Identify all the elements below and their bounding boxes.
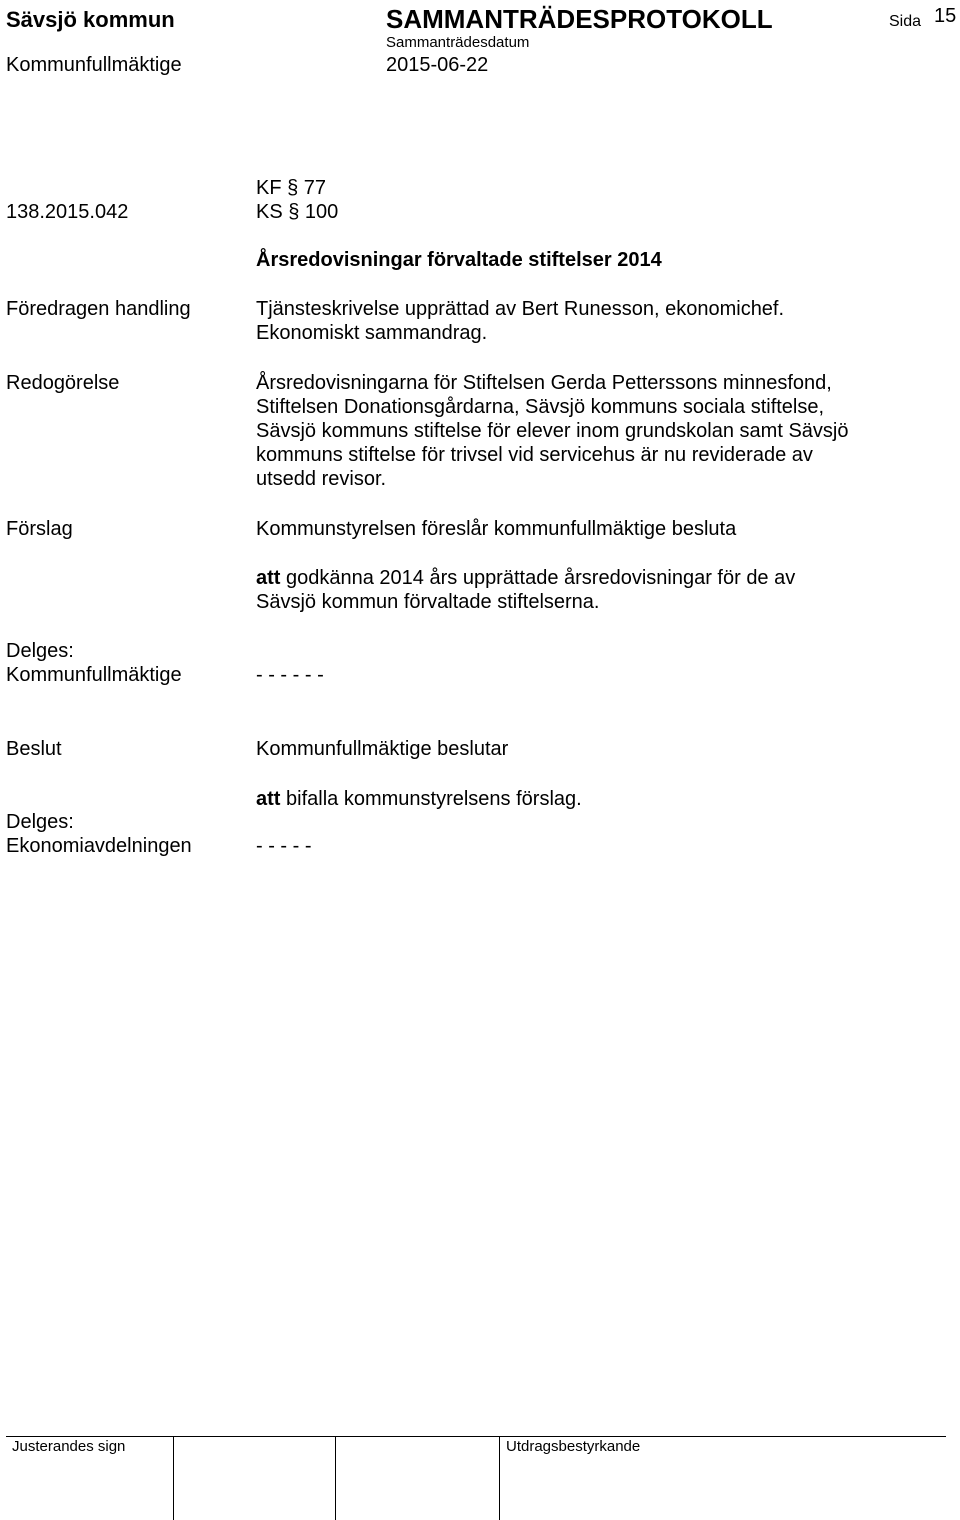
signature-box-divider [173, 1436, 174, 1520]
utdragsbestyrkande-label: Utdragsbestyrkande [506, 1438, 641, 1455]
redogorelse-label: Redogörelse [6, 372, 120, 394]
body-name: Kommunfullmäktige [6, 54, 182, 76]
delges-dashes: - - - - - - [256, 664, 324, 686]
document-title: SAMMANTRÄDESPROTOKOLL [386, 4, 773, 34]
page-number: 15 [934, 5, 957, 27]
redogorelse-line: kommuns stiftelse för trivsel vid servicehus är nu reviderade av [256, 444, 813, 466]
forslag-att-text: godkänna 2014 års upprättade årsredovisningar för de av [280, 567, 796, 589]
redogorelse-line: Årsredovisningarna för Stiftelsen Gerda Petterssons minnesfond, [256, 372, 832, 394]
redogorelse-line: Sävsjö kommuns stiftelse för elever inom grundskolan samt Sävsjö [256, 420, 849, 442]
foredragen-line: Tjänsteskrivelse upprättad av Bert Runesson, ekonomichef. [256, 298, 785, 320]
att-keyword: att [256, 788, 281, 810]
beslut-label: Beslut [6, 738, 62, 760]
delges-label: Delges: [6, 640, 74, 662]
redogorelse-line: Stiftelsen Donationsgårdarna, Sävsjö kommuns sociala stiftelse, [256, 396, 825, 418]
signature-box-divider [499, 1436, 500, 1520]
meeting-date: 2015-06-22 [386, 54, 489, 76]
date-label: Sammanträdesdatum [386, 34, 530, 51]
diary-number: 138.2015.042 [6, 201, 129, 223]
forslag-att-text-cont: Sävsjö kommun förvaltade stiftelserna. [256, 591, 600, 613]
beslut-att-text: bifalla kommunstyrelsens förslag. [280, 788, 582, 810]
att-keyword: att [256, 567, 281, 589]
foredragen-label: Föredragen handling [6, 298, 191, 320]
delges-recipient: Ekonomiavdelningen [6, 835, 192, 857]
forslag-intro: Kommunstyrelsen föreslår kommunfullmäktige besluta [256, 518, 737, 540]
justerandes-sign-label: Justerandes sign [12, 1438, 126, 1455]
footer-rule [6, 1436, 946, 1437]
forslag-att-clause [256, 566, 946, 614]
organization-name: Sävsjö kommun [6, 7, 175, 32]
beslut-att-clause [256, 787, 582, 811]
delges-dashes: - - - - - [256, 835, 312, 857]
foredragen-text [256, 297, 946, 345]
delges-recipient: Kommunfullmäktige [6, 664, 182, 686]
ks-reference: KS § 100 [256, 201, 339, 223]
redogorelse-text [256, 371, 946, 491]
signature-box-divider [335, 1436, 336, 1520]
kf-reference: KF § 77 [256, 177, 327, 199]
redogorelse-line: utsedd revisor. [256, 468, 387, 490]
foredragen-line: Ekonomiskt sammandrag. [256, 322, 488, 344]
page-label: Sida [889, 13, 922, 30]
beslut-intro: Kommunfullmäktige beslutar [256, 738, 509, 760]
delges-label: Delges: [6, 811, 74, 833]
forslag-label: Förslag [6, 518, 73, 540]
case-title: Årsredovisningar förvaltade stiftelser 2014 [256, 249, 662, 271]
